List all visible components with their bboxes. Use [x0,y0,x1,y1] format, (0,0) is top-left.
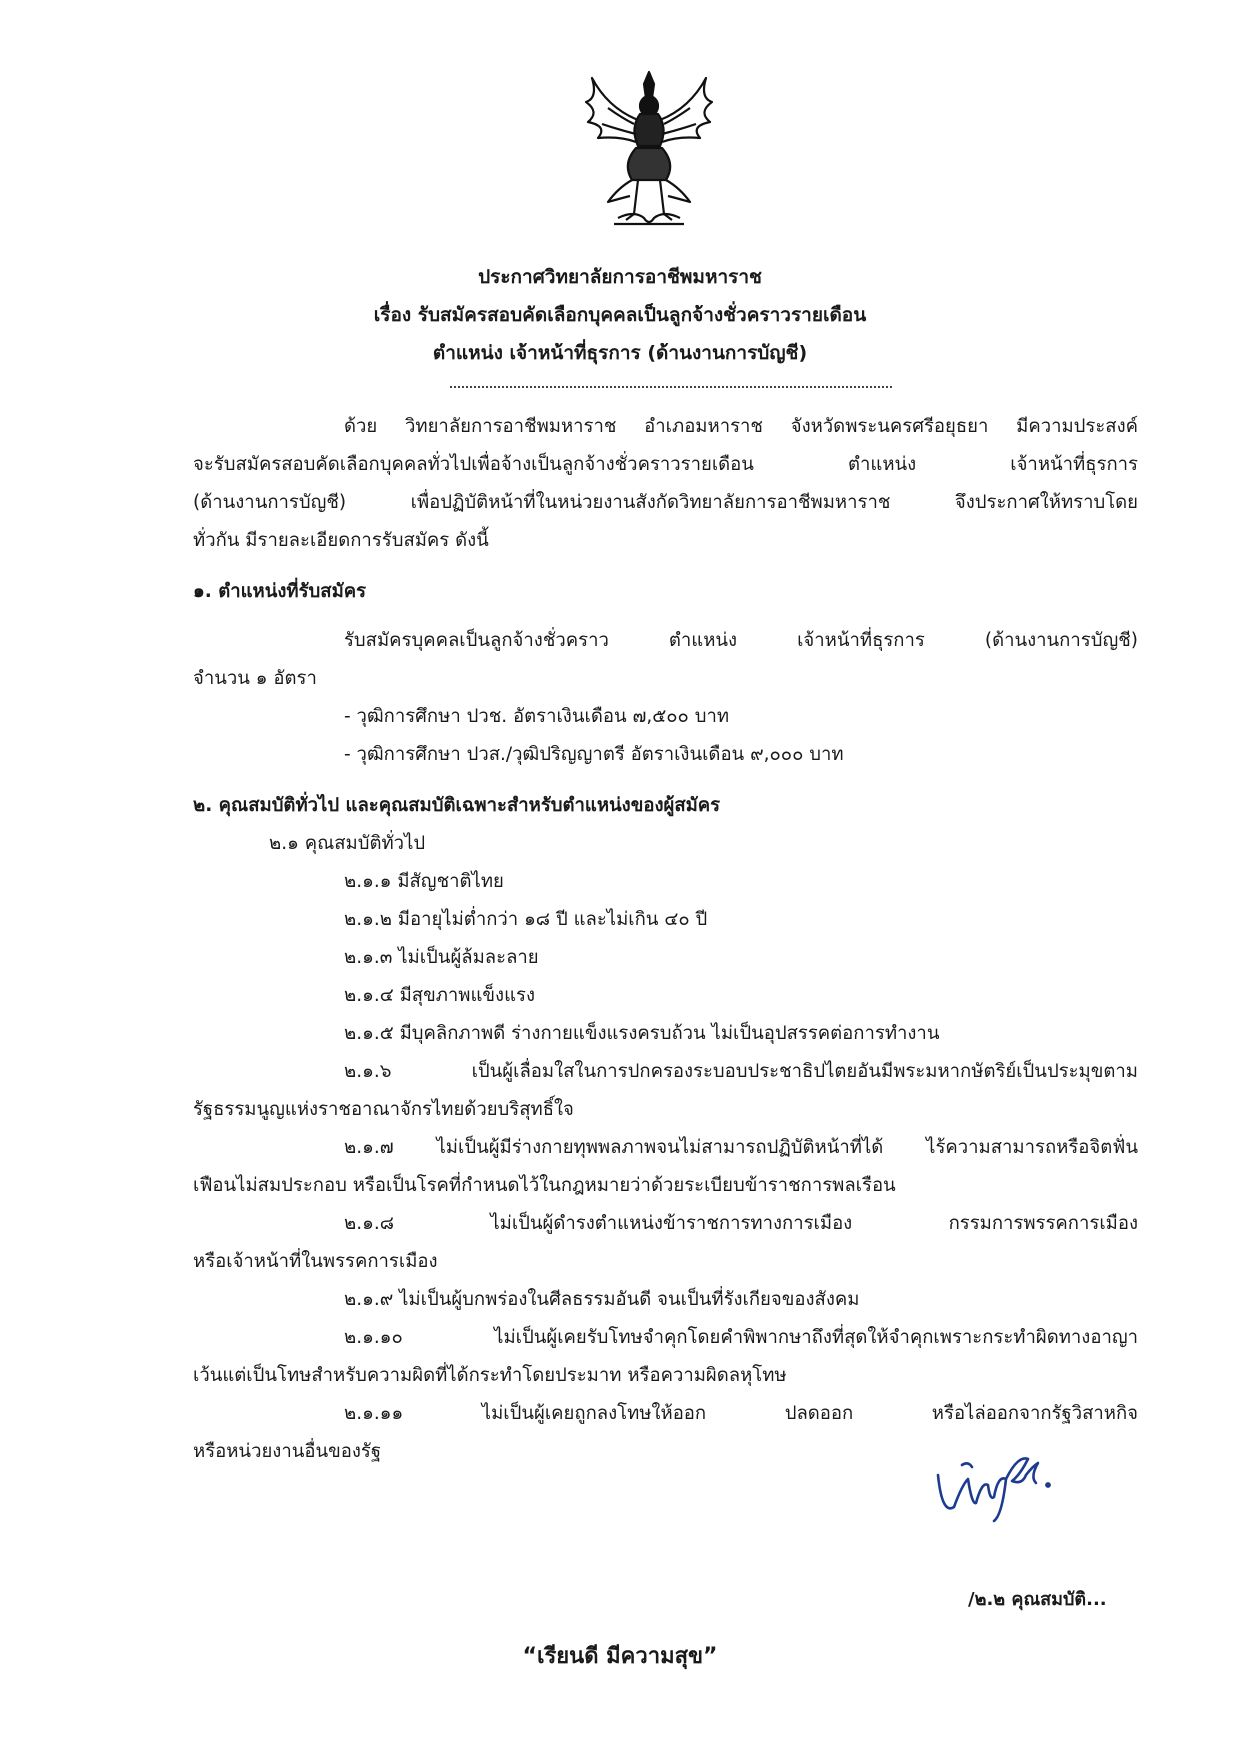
qualification-item: ๒.๑.๑ มีสัญชาติไทย [344,871,504,892]
section-1-text: รับสมัครบุคคลเป็นลูกจ้างชั่วคราว ตำแหน่ง เจ้าหน้าที่ธุรการ (ด้านงานการบัญชี) [344,630,1138,651]
salary-bullet: - วุฒิการศึกษา ปวช. อัตราเงินเดือน ๗,๕๐๐ บาท [344,706,730,727]
qualification-item-continued: เว้นแต่เป็นโทษสำหรับความผิดที่ได้กระทำโดยประมาท หรือความผิดลหุโทษ [193,1365,787,1386]
qualification-item-continued: รัฐธรรมนูญแห่งราชอาณาจักรไทยด้วยบริสุทธิ์ใจ [193,1099,574,1120]
intro-line: (ด้านงานการบัญชี) เพื่อปฏิบัติหน้าที่ในหน่วยงานสังกัดวิทยาลัยการอาชีพมหาราช จึงประกาศให้ทราบโดย [193,492,1138,513]
qualification-item: ๒.๑.๒ มีอายุไม่ต่ำกว่า ๑๘ ปี และไม่เกิน ๔๐ ปี [344,909,708,930]
qualification-item-continued: เฟือนไม่สมประกอบ หรือเป็นโรคที่กำหนดไว้ในกฎหมายว่าด้วยระเบียบข้าราชการพลเรือน [193,1175,896,1196]
qualification-item: ๒.๑.๕ มีบุคลิกภาพดี ร่างกายแข็งแรงครบถ้วน ไม่เป็นอุปสรรคต่อการทำงาน [344,1023,940,1044]
dotted-divider [450,386,892,388]
announcement-position: ตำแหน่ง เจ้าหน้าที่ธุรการ (ด้านงานการบัญชี) [432,342,808,364]
qualification-item: ๒.๑.๑๑ ไม่เป็นผู้เคยถูกลงโทษให้ออก ปลดออก หรือไล่ออกจากรัฐวิสาหกิจ [344,1403,1138,1424]
qualification-item: ๒.๑.๗ ไม่เป็นผู้มีร่างกายทุพพลภาพจนไม่สามารถปฏิบัติหน้าที่ได้ ไร้ความสามารถหรือจิตฟั่น [344,1137,1138,1158]
qualification-item: ๒.๑.๔ มีสุขภาพแข็งแรง [344,985,535,1006]
qualification-item: ๒.๑.๙ ไม่เป็นผู้บกพร่องในศีลธรรมอันดี จนเป็นที่รังเกียจของสังคม [344,1289,860,1310]
qualification-item: ๒.๑.๑๐ ไม่เป็นผู้เคยรับโทษจำคุกโดยคำพิพากษาถึงที่สุดให้จำคุกเพราะกระทำผิดทางอาญา [344,1327,1138,1348]
intro-line: ทั่วกัน มีรายละเอียดการรับสมัคร ดังนี้ [193,530,489,551]
qualification-item-continued: หรือหน่วยงานอื่นของรัฐ [193,1441,382,1462]
intro-line: ด้วย วิทยาลัยการอาชีพมหาราช อำเภอมหาราช จังหวัดพระนครศรีอยุธยา มีความประสงค์ [344,416,1138,437]
college-motto: “เรียนดี มีความสุข” [522,1644,718,1669]
announcement-title: ประกาศวิทยาลัยการอาชีพมหาราช [478,266,762,288]
section-2-1-title: ๒.๑ คุณสมบัติทั่วไป [269,833,426,854]
signature-icon [932,1445,1054,1525]
section-1-text: จำนวน ๑ อัตรา [193,668,317,689]
qualification-item: ๒.๑.๖ เป็นผู้เลื่อมใสในการปกครองระบอบประชาธิปไตยอันมีพระมหากษัตริย์เป็นประมุขตาม [344,1061,1138,1082]
qualification-item: ๒.๑.๓ ไม่เป็นผู้ล้มละลาย [344,947,539,968]
section-1-title: ๑. ตำแหน่งที่รับสมัคร [193,581,367,602]
qualification-item-continued: หรือเจ้าหน้าที่ในพรรคการเมือง [193,1251,438,1272]
intro-line: จะรับสมัครสอบคัดเลือกบุคคลทั่วไปเพื่อจ้างเป็นลูกจ้างชั่วคราวรายเดือน ตำแหน่ง เจ้าหน้าที่ธุรการ [193,454,1138,475]
salary-bullet: - วุฒิการศึกษา ปวส./วุฒิปริญญาตรี อัตราเงินเดือน ๙,๐๐๐ บาท [344,744,844,765]
section-2-title: ๒. คุณสมบัติทั่วไป และคุณสมบัติเฉพาะสำหรับตำแหน่งของผู้สมัคร [193,795,721,816]
page-continuation: /๒.๒ คุณสมบัติ... [968,1589,1107,1610]
garuda-emblem-icon [578,68,720,228]
qualification-item: ๒.๑.๘ ไม่เป็นผู้ดำรงตำแหน่งข้าราชการทางการเมือง กรรมการพรรคการเมือง [344,1213,1138,1234]
announcement-subject: เรื่อง รับสมัครสอบคัดเลือกบุคคลเป็นลูกจ้างชั่วคราวรายเดือน [373,304,867,326]
